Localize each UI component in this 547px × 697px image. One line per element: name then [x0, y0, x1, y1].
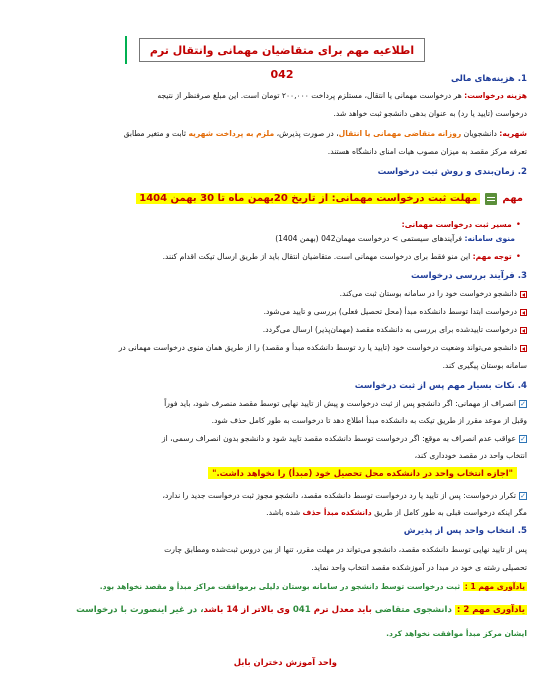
path-heading-text: مسیر ثبت درخواست مهمانی: — [401, 220, 512, 229]
note-withdrawal — [20, 399, 527, 409]
process-step-2: درخواست ابتدا توسط دانشکده مبدأ (محل تحصیل فعلی) بررسی و تایید می‌شود. — [263, 307, 517, 316]
tuition-highlight-daily: روزانه متقاضی مهمانی یا انتقال — [338, 129, 462, 138]
process-step-3: درخواست تاییدشده برای بررسی به دانشکده مقصد (مهمان‌پذیر) ارسال می‌گردد. — [262, 325, 517, 334]
note-repeat-cont — [20, 508, 527, 518]
text-cursor — [125, 36, 127, 64]
footer-signature: واحد آموزش دختران بابل — [233, 657, 337, 667]
repeat-cont-highlight: دانشکده مبدأ حذف — [302, 508, 372, 517]
consequence-text: عواقب عدم انصراف به موقع: اگر درخواست توسط دانشکده مقصد تایید شود و دانشجو بدون انصراف رسمی، از — [161, 434, 516, 443]
path-heading — [20, 219, 521, 231]
page-title: اطلاعیه مهم برای متقاضیان مهمانی وانتقال ترم 042 — [139, 38, 425, 62]
path-label: منوی سامانه: — [464, 234, 515, 243]
note-line — [20, 251, 521, 263]
note-withdrawal-cont: وقبل از موعد مقرر از طریق تیکت به دانشکده مبدأ اطلاع دهد تا درخواست به طور کامل حذف شود. — [211, 416, 527, 425]
note-repeat — [20, 491, 527, 501]
reminder-2-cont-text: ایشان مرکز مبدأ موافقت نخواهد کرد. — [386, 629, 527, 638]
reminder-2 — [20, 605, 527, 617]
section-5-heading: 5. انتخاب واحد پس از پذیرش — [403, 526, 527, 536]
warning-banner: "اجازه انتخاب واحد در دانشکده محل تحصیل خود (مبدأ) را نخواهد داشت." — [208, 467, 517, 479]
reminder-2-threshold: وی بالاتر از 14 باشد — [203, 605, 290, 615]
path-text: فرآیندهای سیستمی > درخواست مهمان042 (بهمن 1404) — [275, 234, 465, 243]
tuition-paragraph — [20, 129, 527, 139]
note-consequence — [20, 434, 527, 444]
checkbox-icon: ✓ — [520, 400, 526, 408]
list-item — [20, 343, 527, 353]
tuition-highlight-fee: ملزم به پرداخت شهریه — [188, 129, 275, 138]
calendar-icon — [485, 193, 497, 205]
registration-paragraph-cont: تحصیلی رشته ی خود در مبدا در آموزشکده مقصد انتخاب واحد نماید. — [311, 563, 527, 572]
reminder-1 — [20, 582, 527, 592]
tuition-paragraph-cont: تعرفه مرکز مقصد به میزان مصوب هیات امنای دانشگاه هستند. — [327, 147, 527, 156]
tuition-label: شهریه: — [499, 129, 527, 138]
important-label: مهم — [502, 193, 523, 204]
reminder-1-label: یادآوری مهم 1 : — [464, 582, 525, 591]
process-step-4-cont: سامانه بوستان پیگیری کند. — [442, 361, 527, 370]
fee-label: هزینه درخواست: — [464, 91, 527, 100]
deadline-text: مهلت ثبت درخواست مهمانی: از تاریخ 20بهمن ماه تا 30 بهمن 1404 — [136, 193, 480, 204]
reminder-2-cont — [20, 629, 527, 639]
section-2-heading: 2. زمان‌بندی و روش ثبت درخواست — [377, 167, 527, 177]
reminder-2-text-a: دانشجوی متقاضی — [371, 605, 455, 615]
section-3-heading: 3. فرآیند بررسی درخواست — [411, 271, 527, 281]
list-item — [20, 325, 527, 335]
section-4-heading: 4. نکات بسیار مهم پس از ثبت درخواست — [354, 381, 527, 391]
list-item — [20, 307, 527, 317]
reminder-2-term: 041 — [289, 605, 314, 615]
reminder-2-text-e: ، در غیر اینصورت با درخواست — [76, 605, 204, 615]
tuition-text-a: دانشجویان — [461, 129, 500, 138]
section-1-heading: 1. هزینه‌های مالی — [450, 74, 527, 84]
title-area — [125, 36, 425, 81]
path-line — [20, 234, 515, 244]
checkbox-icon: ✓ — [520, 492, 526, 500]
fee-paragraph-cont: درخواست (تایید یا رد) به عنوان بدهی دانشجو ثبت خواهد شد. — [333, 109, 527, 118]
fee-paragraph — [20, 91, 527, 101]
play-icon — [520, 345, 527, 352]
play-icon — [520, 291, 527, 298]
note-label: توجه مهم: — [472, 252, 512, 261]
repeat-cont-c: شده باشد. — [266, 508, 303, 517]
reminder-2-label: یادآوری مهم 2 : — [456, 605, 525, 615]
withdrawal-text: انصراف از مهمانی: اگر دانشجو پس از ثبت درخواست و پیش از تایید نهایی توسط مقصد منصرف شود، باید فوراً — [164, 399, 516, 408]
fee-text: هر درخواست مهمانی یا انتقال، مستلزم پرداخت ۲۰۰,۰۰۰ تومان است. این مبلغ صرفنظر از نتیجه — [157, 91, 465, 100]
note-text: این منو فقط برای درخواست مهمانی است. متقاضیان انتقال باید از طریق ارسال تیکت اقدام کنند. — [162, 252, 473, 261]
tuition-text-c: ، در صورت پذیرش، — [274, 129, 339, 138]
process-step-4: دانشجو می‌تواند وضعیت درخواست خود (تایید یا رد توسط دانشکده مبدأ و مقصد) را از طریق همان منوی درخواست مهمانی در — [118, 343, 517, 352]
repeat-cont-a: مگر اینکه درخواست قبلی به طور کامل از طریق — [371, 508, 527, 517]
play-icon — [520, 327, 527, 334]
tuition-text-e: ثابت و متغیر مطابق — [123, 129, 189, 138]
process-step-1: دانشجو درخواست خود را در سامانه بوستان ثبت می‌کند. — [339, 289, 517, 298]
reminder-1-text: ثبت درخواست توسط دانشجو در سامانه بوستان دلیلی برموافقت مراکز مبدأ و مقصد نخواهد بود. — [99, 582, 463, 591]
note-consequence-cont: انتخاب واحد در مقصد خودداری کند، — [414, 451, 527, 460]
repeat-text: تکرار درخواست: پس از تایید یا رد درخواست توسط دانشکده مقصد، دانشجو مجوز ثبت درخواست جدید را ندارد، — [162, 491, 516, 500]
list-item — [20, 289, 527, 299]
deadline-line — [136, 190, 523, 208]
reminder-2-gpa: باید معدل ترم — [313, 605, 372, 615]
registration-paragraph: پس از تایید نهایی توسط دانشکده مقصد، دانشجو می‌تواند در مهلت مقرر، تنها از بین دروس ثبت‌شده ومطابق چارت — [164, 545, 527, 554]
announcement-page — [10, 5, 537, 687]
checkbox-icon: ✓ — [520, 435, 526, 443]
play-icon — [520, 309, 527, 316]
